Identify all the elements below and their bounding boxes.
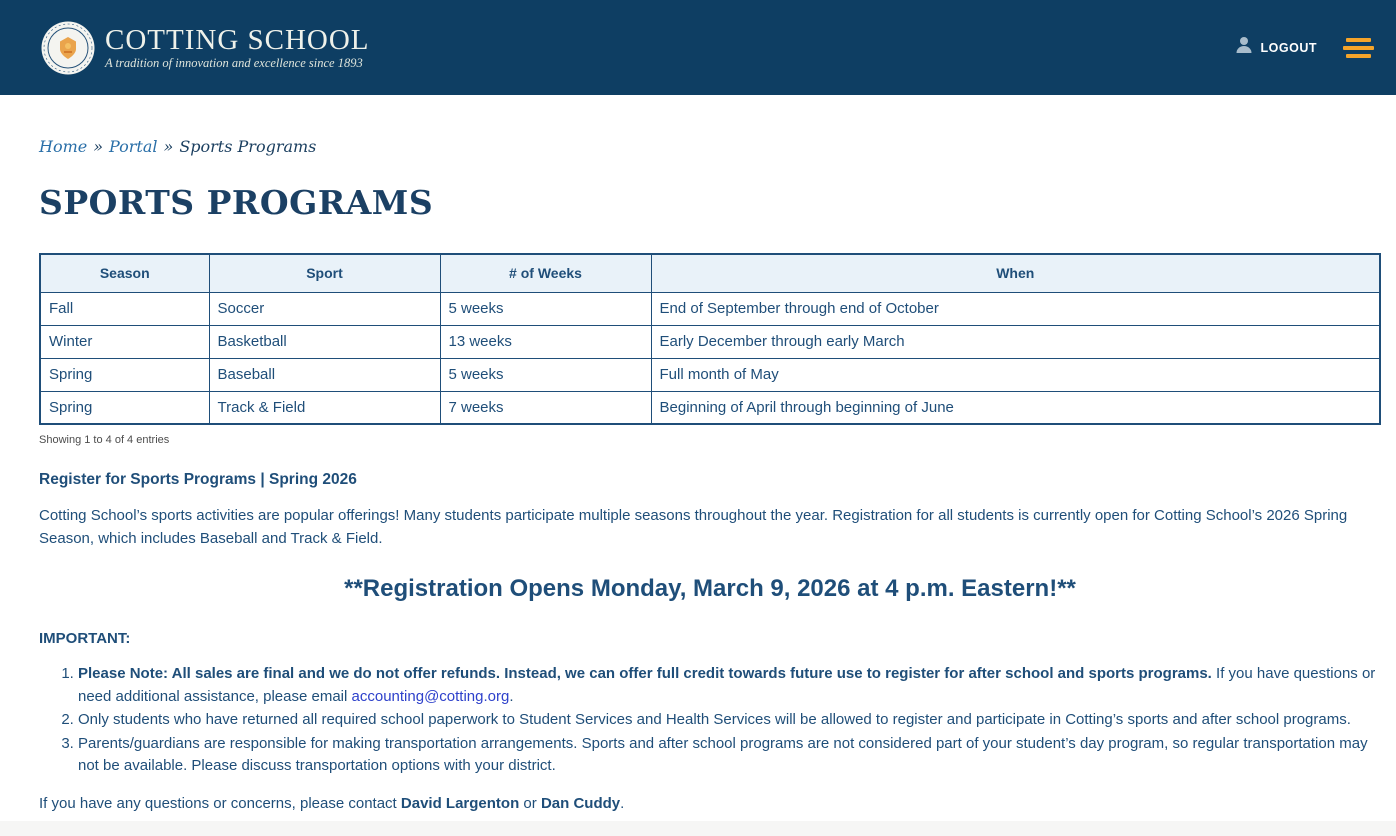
hamburger-menu-icon[interactable] (1343, 34, 1374, 62)
breadcrumb-separator: » (93, 137, 104, 156)
logout-label: LOGOUT (1260, 40, 1317, 55)
cell-when: End of September through end of October (651, 292, 1380, 325)
column-header-season: Season (40, 254, 209, 292)
email-link[interactable]: accounting@cotting.org (351, 687, 510, 705)
registration-banner: **Registration Opens Monday, March 9, 2026 at 4 p.m. Eastern!** (344, 575, 1076, 602)
breadcrumb-separator: » (163, 137, 174, 156)
list-item (78, 663, 1381, 708)
column-header-weeks: # of Weeks (440, 254, 651, 292)
intro-paragraph: Cotting School’s sports activities are popular offerings! Many students participate multiple seasons throughout the year. Registration for all students is currently open for Cotting School’s 2026 Spring Season, which includes Baseball and Track & Field. (39, 507, 1348, 547)
header-actions (1234, 34, 1374, 62)
cell-when: Full month of May (651, 358, 1380, 391)
school-name-block (105, 25, 370, 71)
contact-name: David Largenton (400, 794, 520, 812)
list-item-text: . (509, 687, 514, 705)
table-row (40, 292, 1380, 325)
breadcrumb-link-portal[interactable]: Portal (109, 137, 158, 156)
table-row (40, 358, 1380, 391)
contact-name: Dan Cuddy (540, 794, 621, 812)
breadcrumb-link-home[interactable]: Home (39, 137, 88, 156)
cell-season: Fall (40, 292, 209, 325)
school-logo[interactable] (41, 21, 370, 75)
breadcrumb (39, 137, 1381, 156)
cell-when: Early December through early March (651, 325, 1380, 358)
page-title: SPORTS PROGRAMS (39, 183, 434, 222)
cell-season: Spring (40, 391, 209, 424)
cell-weeks: 5 weeks (440, 358, 651, 391)
important-list (39, 663, 1381, 778)
page-content (0, 137, 1396, 812)
list-item: 2. Only students who have returned all required school paperwork to Student Services and Health Services will be allowed to register and participate in Cotting’s sports and after school programs. (78, 709, 1381, 732)
cell-sport: Baseball (209, 358, 440, 391)
school-name: COTTING SCHOOL (105, 23, 370, 56)
contact-text: If you have any questions or concerns, please contact (39, 794, 401, 812)
breadcrumb-current: Sports Programs (179, 137, 317, 156)
logout-button[interactable] (1234, 35, 1317, 60)
contact-text: or (519, 794, 541, 812)
cell-sport: Soccer (209, 292, 440, 325)
list-item-text: If you have questions or need additional assistance, please email (78, 665, 1376, 705)
cell-season: Winter (40, 325, 209, 358)
register-heading: Register for Sports Programs | Spring 2026 (39, 471, 357, 488)
cell-weeks: 7 weeks (440, 391, 651, 424)
sports-programs-table (39, 253, 1381, 425)
footer-strip (0, 821, 1396, 836)
school-seal-icon (41, 21, 95, 75)
table-header-row (40, 254, 1380, 292)
table-row (40, 391, 1380, 424)
cell-sport: Track & Field (209, 391, 440, 424)
list-item-bold-text: Please Note: All sales are final and we do not offer refunds. Instead, we can offer full credit towards future use to register for after school and sports programs. (78, 665, 1212, 682)
important-label: IMPORTANT: (39, 630, 131, 647)
table-row (40, 325, 1380, 358)
column-header-sport: Sport (209, 254, 440, 292)
cell-weeks: 13 weeks (440, 325, 651, 358)
site-header (0, 0, 1396, 95)
contact-line (39, 795, 1381, 812)
cell-weeks: 5 weeks (440, 292, 651, 325)
school-tagline: A tradition of innovation and excellence since 1893 (105, 55, 363, 70)
cell-sport: Basketball (209, 325, 440, 358)
list-item: 3. Parents/guardians are responsible for making transportation arrangements. Sports and after school programs are not considered part of your student’s day program, so regular transportation may not be available. Please discuss transportation options with your district. (78, 733, 1381, 778)
column-header-when: When (651, 254, 1380, 292)
cell-when: Beginning of April through beginning of June (651, 391, 1380, 424)
cell-season: Spring (40, 358, 209, 391)
contact-text: . (620, 794, 625, 812)
user-icon (1234, 35, 1254, 60)
table-entries-info: Showing 1 to 4 of 4 entries (39, 434, 170, 446)
